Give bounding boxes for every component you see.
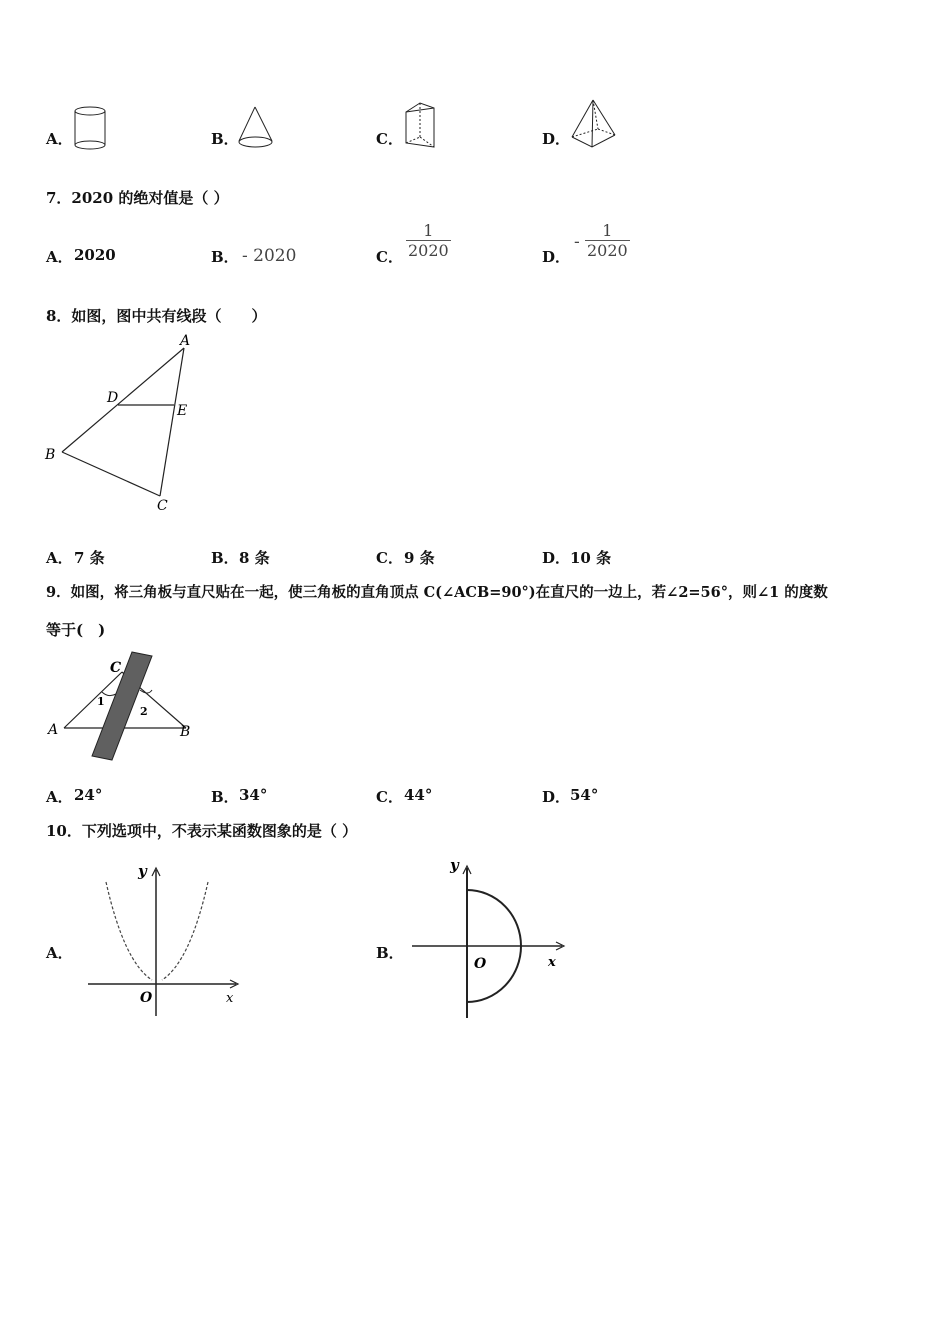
q10-option-b-graph	[408, 852, 573, 1022]
q7-option-c-fraction	[406, 221, 451, 260]
q7-option-d-numerator: 1	[602, 221, 613, 240]
point-e-label: E	[177, 403, 188, 419]
segment-bc	[62, 452, 160, 496]
q9-option-d-label: D．	[542, 788, 571, 806]
q7-option-d-label: D．	[542, 248, 571, 266]
q9-option-a-value: 24°	[74, 786, 103, 804]
q10-a-origin-label: O	[140, 990, 153, 1006]
vertex-a-label: A	[48, 722, 59, 738]
q7-option-a-label: A．	[46, 248, 73, 266]
vertex-c-label: C	[110, 660, 122, 676]
q7-option-d-sign: -	[574, 232, 580, 252]
segment-ab	[62, 348, 184, 452]
q10-b-y-axis-label: y	[450, 856, 459, 874]
q9-option-c-value: 44°	[404, 786, 433, 804]
segment-ac	[160, 348, 184, 496]
q8-option-b-value: 8 条	[239, 549, 270, 567]
vertex-b-label: B	[180, 724, 191, 740]
q10-a-x-axis-label: x	[226, 991, 234, 1006]
point-d-label: D	[107, 390, 119, 406]
q7-option-c-numerator: 1	[423, 221, 434, 240]
q9-stem-line1: 9．如图，将三角板与直尺贴在一起，使三角板的直角顶点 C(∠ACB=90°)在直尺的一边上，若∠2=56°，则∠1 的度数	[46, 584, 828, 601]
q8-option-c-label: C．	[376, 549, 403, 567]
q10-b-x-axis-label: x	[548, 955, 556, 970]
q9-option-d-value: 54°	[570, 786, 599, 804]
triangular-prism-icon	[402, 99, 440, 151]
q7-stem: 7．2020 的绝对值是（ ）	[46, 189, 229, 207]
q9-triangle-ruler-figure	[44, 650, 204, 765]
q10-option-a-label: A．	[46, 944, 73, 962]
q6-options	[0, 95, 950, 155]
q6-option-d-label: D．	[542, 130, 571, 148]
angle-2-label: 2	[140, 705, 148, 718]
q8-stem: 8．如图，图中共有线段（ ）	[46, 307, 267, 325]
q7-option-d-denominator: 2020	[587, 241, 628, 260]
q7-option-d-fraction	[585, 221, 630, 260]
q9-stem-line2: 等于( )	[46, 621, 106, 639]
q8-option-c-value: 9 条	[404, 549, 435, 567]
pyramid-icon	[568, 97, 620, 151]
q7-option-b-label: B．	[211, 248, 239, 266]
q7-option-c-label: C．	[376, 248, 403, 266]
q10-a-y-axis-label: y	[138, 862, 147, 880]
point-b-label: B	[45, 447, 56, 463]
q6-option-c-label: C．	[376, 130, 403, 148]
angle-1-label: 1	[97, 695, 105, 708]
q9-option-b-value: 34°	[239, 786, 268, 804]
q7-option-a-value: 2020	[74, 246, 116, 264]
q10-option-b-label: B．	[376, 944, 404, 962]
q10-stem: 10．下列选项中，不表示某函数图象的是（ ）	[46, 822, 358, 840]
q7-option-c-denominator: 2020	[408, 241, 449, 260]
q9-option-a-label: A．	[46, 788, 73, 806]
q9-option-b-label: B．	[211, 788, 239, 806]
q8-option-d-label: D．	[542, 549, 571, 567]
q8-option-a-label: A．	[46, 549, 73, 567]
q8-option-b-label: B．	[211, 549, 239, 567]
q10-b-origin-label: O	[474, 956, 487, 972]
q8-triangle-figure	[40, 330, 200, 515]
q6-option-a-label: A．	[46, 130, 73, 148]
point-a-label: A	[180, 333, 191, 349]
q8-option-d-value: 10 条	[570, 549, 612, 567]
q7-option-b-value: - 2020	[242, 246, 297, 266]
q10-option-a-graph	[84, 852, 244, 1022]
q6-option-b-label: B．	[211, 130, 239, 148]
cylinder-icon	[72, 103, 110, 153]
point-c-label: C	[157, 498, 168, 514]
cone-icon	[236, 105, 276, 153]
q9-option-c-label: C．	[376, 788, 403, 806]
q8-option-a-value: 7 条	[74, 549, 105, 567]
